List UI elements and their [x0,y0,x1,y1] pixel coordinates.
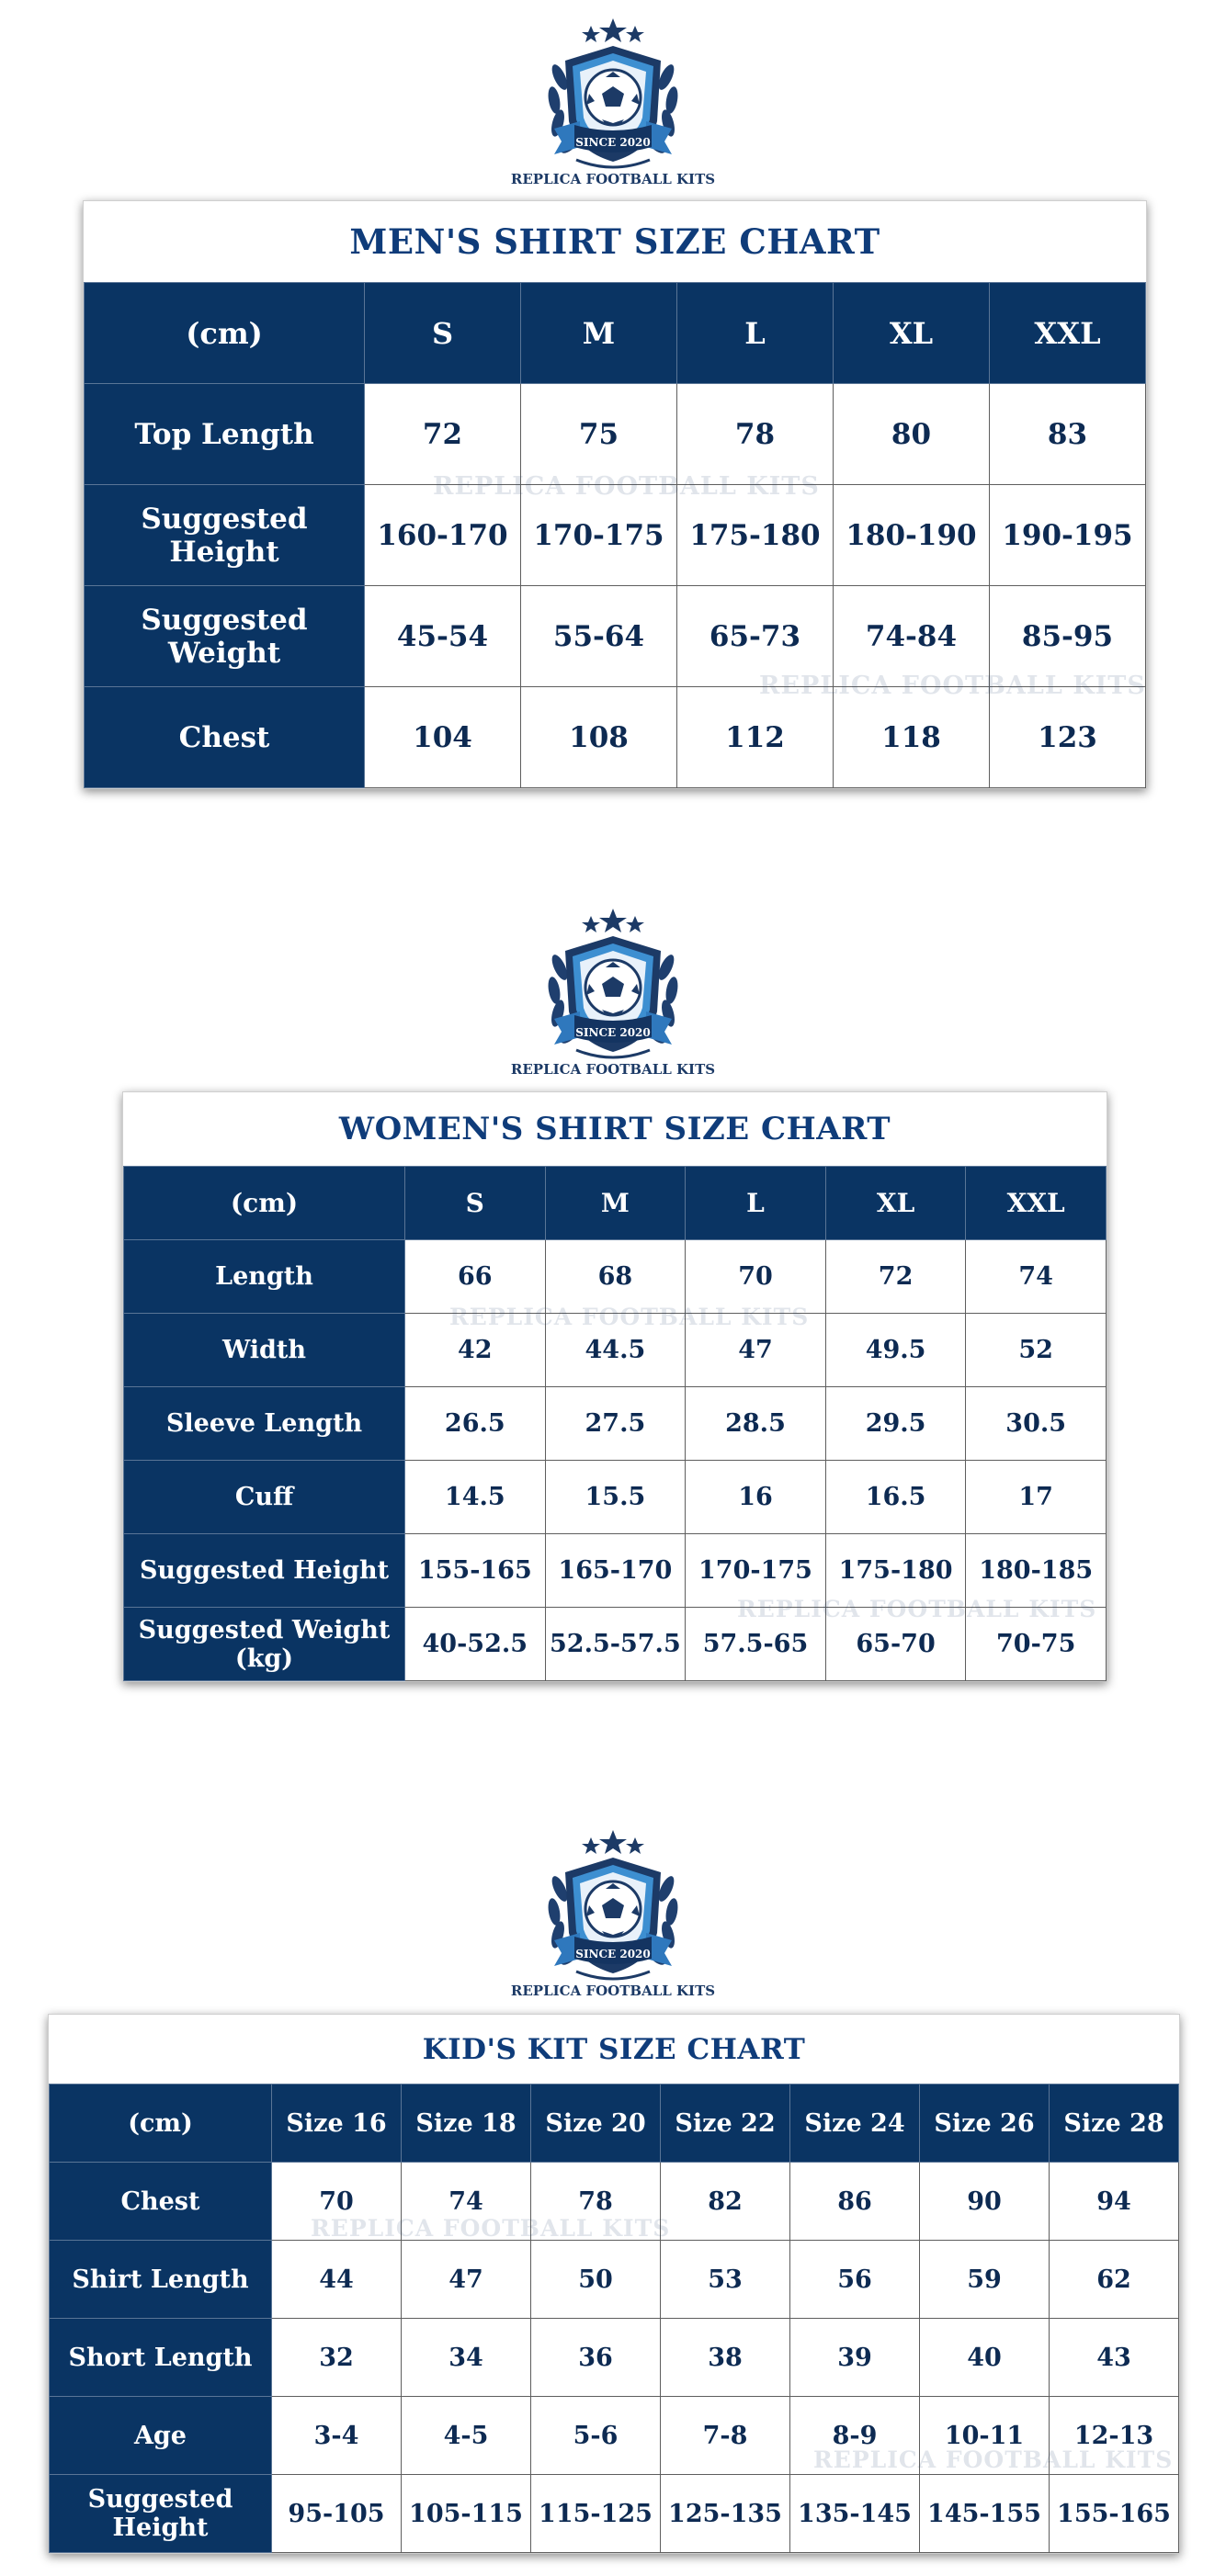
table-cell: 180-190 [834,485,990,586]
table-cell: 52 [966,1314,1107,1387]
table-cell: 4-5 [402,2397,531,2475]
row-label: Width [124,1314,405,1387]
table-cell: 40-52.5 [405,1608,546,1681]
table-row [124,1534,1107,1608]
table-cell: 27.5 [545,1387,686,1461]
table-cell: 78 [677,384,834,485]
kids-chart-title: KID'S KIT SIZE CHART [49,2015,1179,2084]
table-cell: 7-8 [661,2397,790,2475]
mens-header-row [85,283,1146,384]
table-row [85,586,1146,687]
logo-emblem-graphic [503,13,723,187]
row-label: Suggested Weight (kg) [124,1608,405,1681]
table-cell: 16.5 [825,1461,966,1534]
mens-size-header: M [521,283,677,384]
table-cell: 16 [686,1461,826,1534]
row-label: Chest [85,687,365,788]
table-cell: 47 [686,1314,826,1387]
table-cell: 180-185 [966,1534,1107,1608]
table-cell: 115-125 [531,2475,661,2553]
womens-unit-header: (cm) [124,1167,405,1240]
table-cell: 5-6 [531,2397,661,2475]
womens-header-row [124,1167,1107,1240]
table-cell: 53 [661,2241,790,2319]
table-cell: 108 [521,687,677,788]
mens-size-header: S [365,283,521,384]
table-cell: 8-9 [790,2397,920,2475]
logo-brand-text: REPLICA FOOTBALL KITS [510,1983,716,1999]
table-cell: 52.5-57.5 [545,1608,686,1681]
table-cell: 72 [365,384,521,485]
table-row [85,384,1146,485]
womens-size-header: S [405,1167,546,1240]
table-cell: 160-170 [365,485,521,586]
table-cell: 30.5 [966,1387,1107,1461]
table-cell: 112 [677,687,834,788]
womens-size-header: M [545,1167,686,1240]
row-label: Age [50,2397,272,2475]
row-label: Sleeve Length [124,1387,405,1461]
table-cell: 66 [405,1240,546,1314]
table-cell: 70 [686,1240,826,1314]
mens-size-chart [83,200,1147,789]
kids-size-chart [48,2014,1180,2554]
table-cell: 32 [272,2319,402,2397]
table-cell: 14.5 [405,1461,546,1534]
table-cell: 190-195 [990,485,1146,586]
table-row [50,2163,1179,2241]
mens-unit-header: (cm) [85,283,365,384]
table-cell: 85-95 [990,586,1146,687]
table-row [85,687,1146,788]
table-cell: 155-165 [1050,2475,1179,2553]
table-cell: 155-165 [405,1534,546,1608]
kids-size-header: Size 26 [920,2085,1050,2163]
logo-brand-text: REPLICA FOOTBALL KITS [510,1061,716,1078]
table-cell: 12-13 [1050,2397,1179,2475]
womens-size-header: L [686,1167,826,1240]
kids-size-table [49,2084,1179,2553]
womens-size-table [123,1166,1107,1681]
row-label: Suggested Weight [85,586,365,687]
kids-size-header: Size 28 [1050,2085,1179,2163]
row-label: Cuff [124,1461,405,1534]
table-cell: 123 [990,687,1146,788]
table-cell: 175-180 [825,1534,966,1608]
table-cell: 39 [790,2319,920,2397]
table-cell: 34 [402,2319,531,2397]
logo-emblem-graphic [503,903,723,1078]
row-label: Suggested Height [85,485,365,586]
table-cell: 82 [661,2163,790,2241]
mens-size-table [84,282,1146,788]
table-cell: 80 [834,384,990,485]
table-cell: 94 [1050,2163,1179,2241]
row-label: Chest [50,2163,272,2241]
table-cell: 78 [531,2163,661,2241]
table-cell: 95-105 [272,2475,402,2553]
table-cell: 170-175 [521,485,677,586]
row-label: Suggested Height [50,2475,272,2553]
table-cell: 70 [272,2163,402,2241]
table-cell: 74-84 [834,586,990,687]
logo-badge-text: SINCE 2020 [575,1026,651,1039]
table-cell: 49.5 [825,1314,966,1387]
womens-size-header: XXL [966,1167,1107,1240]
table-cell: 86 [790,2163,920,2241]
kids-header-row [50,2085,1179,2163]
table-cell: 44 [272,2241,402,2319]
kids-size-header: Size 24 [790,2085,920,2163]
table-cell: 74 [966,1240,1107,1314]
table-row [124,1387,1107,1461]
table-cell: 165-170 [545,1534,686,1608]
table-cell: 56 [790,2241,920,2319]
table-cell: 28.5 [686,1387,826,1461]
logo-emblem-graphic [503,1825,723,1999]
row-label: Suggested Height [124,1534,405,1608]
table-cell: 65-70 [825,1608,966,1681]
table-cell: 36 [531,2319,661,2397]
table-cell: 40 [920,2319,1050,2397]
mens-size-header: L [677,283,834,384]
kids-size-header: Size 20 [531,2085,661,2163]
table-cell: 175-180 [677,485,834,586]
table-cell: 118 [834,687,990,788]
logo-men [503,13,723,187]
table-cell: 47 [402,2241,531,2319]
table-cell: 70-75 [966,1608,1107,1681]
table-cell: 50 [531,2241,661,2319]
table-row [124,1608,1107,1681]
table-row [124,1314,1107,1387]
table-row [124,1240,1107,1314]
table-cell: 3-4 [272,2397,402,2475]
mens-size-header: XXL [990,283,1146,384]
mens-chart-title: MEN'S SHIRT SIZE CHART [84,201,1146,282]
table-cell: 43 [1050,2319,1179,2397]
table-cell: 72 [825,1240,966,1314]
logo-women [503,903,723,1078]
row-label: Shirt Length [50,2241,272,2319]
table-row [50,2319,1179,2397]
table-row [124,1461,1107,1534]
kids-unit-header: (cm) [50,2085,272,2163]
table-cell: 83 [990,384,1146,485]
table-cell: 42 [405,1314,546,1387]
table-cell: 26.5 [405,1387,546,1461]
logo-badge-text: SINCE 2020 [575,136,651,149]
logo-badge-text: SINCE 2020 [575,1948,651,1960]
logo-brand-text: REPLICA FOOTBALL KITS [510,171,716,187]
table-cell: 104 [365,687,521,788]
womens-chart-title: WOMEN'S SHIRT SIZE CHART [123,1092,1107,1166]
table-row [85,485,1146,586]
row-label: Top Length [85,384,365,485]
table-cell: 55-64 [521,586,677,687]
table-cell: 57.5-65 [686,1608,826,1681]
table-cell: 10-11 [920,2397,1050,2475]
table-row [50,2241,1179,2319]
kids-size-header: Size 22 [661,2085,790,2163]
table-cell: 59 [920,2241,1050,2319]
table-cell: 38 [661,2319,790,2397]
table-cell: 125-135 [661,2475,790,2553]
kids-size-header: Size 16 [272,2085,402,2163]
table-cell: 75 [521,384,677,485]
womens-size-header: XL [825,1167,966,1240]
table-cell: 74 [402,2163,531,2241]
table-cell: 62 [1050,2241,1179,2319]
logo-kids [503,1825,723,1999]
table-cell: 17 [966,1461,1107,1534]
table-row [50,2475,1179,2553]
womens-size-chart [122,1091,1107,1682]
table-cell: 65-73 [677,586,834,687]
table-cell: 135-145 [790,2475,920,2553]
kids-size-header: Size 18 [402,2085,531,2163]
table-cell: 105-115 [402,2475,531,2553]
table-cell: 45-54 [365,586,521,687]
row-label: Length [124,1240,405,1314]
table-cell: 68 [545,1240,686,1314]
table-cell: 15.5 [545,1461,686,1534]
table-row [50,2397,1179,2475]
table-cell: 170-175 [686,1534,826,1608]
row-label: Short Length [50,2319,272,2397]
table-cell: 145-155 [920,2475,1050,2553]
table-cell: 44.5 [545,1314,686,1387]
mens-size-header: XL [834,283,990,384]
table-cell: 29.5 [825,1387,966,1461]
table-cell: 90 [920,2163,1050,2241]
